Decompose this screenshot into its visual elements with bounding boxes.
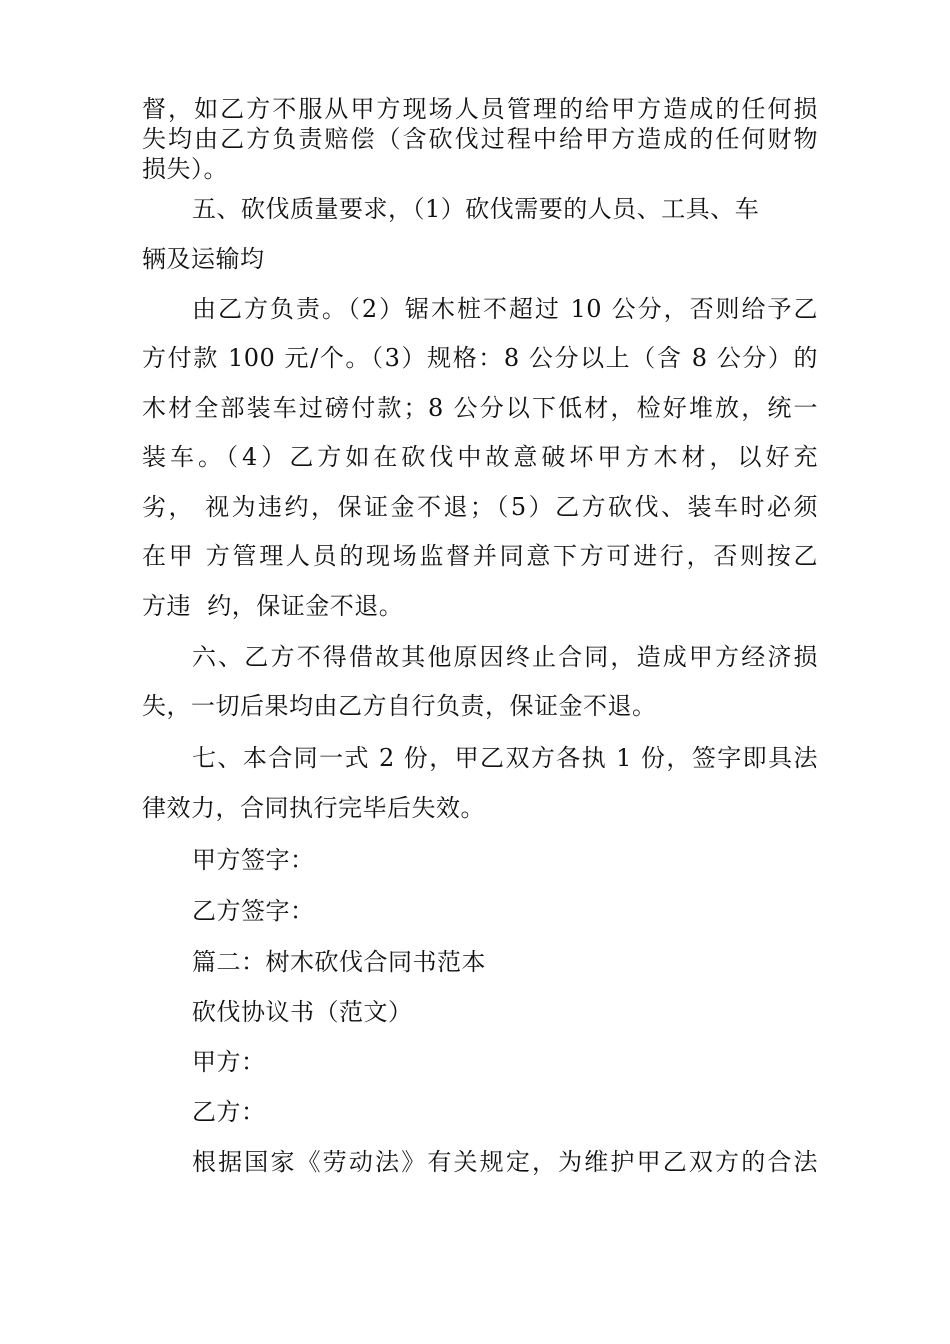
text-line: 六、乙方不得借故其他原因终止合同，造成甲方经济损 [192, 643, 818, 671]
text-line: 由乙方负责。（2）锯木桩不超过 10 公分，否则给予乙 [192, 295, 818, 323]
text-line: 方违 约，保证金不退。 [142, 592, 404, 620]
text-line: 损失）。 [142, 155, 228, 183]
text-line: 在甲 方管理人员的现场监督并同意下方可进行，否则按乙 [142, 542, 818, 570]
text-line: 七、本合同一式 2 份，甲乙双方各执 1 份，签字即具法 [192, 744, 818, 772]
signature-label-party-a: 甲方签字： [192, 846, 315, 874]
text-line: 劣， 视为违约，保证金不退；（5）乙方砍伐、装车时必须 [142, 493, 818, 521]
text-line: 督，如乙方不服从甲方现场人员管理的给甲方造成的任何损 [142, 95, 818, 123]
text-line: 根据国家《劳动法》有关规定，为维护甲乙双方的合法 [192, 1148, 818, 1176]
text-line: 失均由乙方负责赔偿（含砍伐过程中给甲方造成的任何财物 [142, 125, 818, 153]
text-line: 方付款 100 元/个。（3）规格：8 公分以上（含 8 公分）的 [142, 344, 818, 372]
text-line: 律效力，合同执行完毕后失效。 [142, 794, 485, 822]
text-line: 木材全部装车过磅付款；8 公分以下低材，检好堆放，统一 [142, 394, 818, 422]
section-heading: 篇二：树木砍伐合同书范本 [192, 948, 486, 976]
text-line: 辆及运输均 [142, 245, 265, 273]
party-a-label: 甲方： [192, 1048, 266, 1076]
text-line: 失，一切后果均由乙方自行负责，保证金不退。 [142, 692, 657, 720]
text-line: 装车。（4）乙方如在砍伐中故意破坏甲方木材，以好充 [142, 443, 818, 471]
text-line: 五、砍伐质量要求，（1）砍伐需要的人员、工具、车 [192, 195, 760, 223]
signature-label-party-b: 乙方签字： [192, 897, 315, 925]
document-title: 砍伐协议书（范文） [192, 998, 413, 1026]
party-b-label: 乙方： [192, 1098, 266, 1126]
